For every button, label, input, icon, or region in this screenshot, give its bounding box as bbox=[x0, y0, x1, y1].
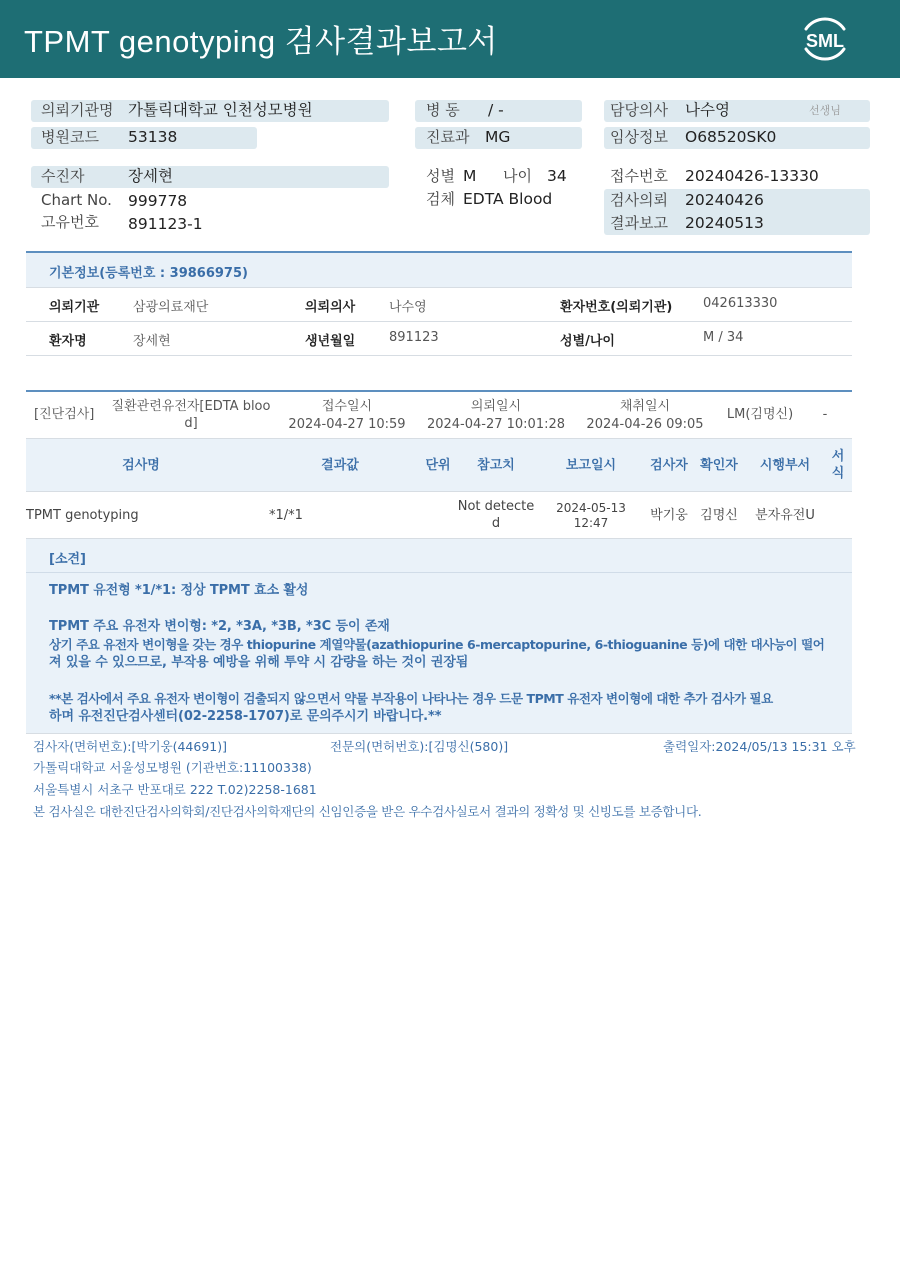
col-report-date: 보고일시 bbox=[565, 458, 617, 473]
dept-value: MG bbox=[485, 128, 511, 146]
hospital-code-value: 53138 bbox=[128, 128, 178, 146]
chart-label: Chart No. bbox=[41, 191, 112, 209]
sml-logo-icon bbox=[796, 12, 854, 66]
result-ref-line1: Not detecte bbox=[457, 499, 535, 514]
received-value: 2024-04-27 10:59 bbox=[288, 417, 406, 432]
basic-info-top-rule bbox=[26, 251, 852, 253]
finding-line-4: 져 있을 수 있으므로, 부작용 예방을 위해 투약 시 감량을 하는 것이 권장됨 bbox=[49, 655, 469, 670]
patient-value: 장세현 bbox=[128, 167, 173, 185]
doctor-suffix: 선생님 bbox=[809, 104, 841, 117]
result-dept: 분자유전U bbox=[755, 508, 815, 523]
uid-label: 고유번호 bbox=[41, 213, 99, 231]
basic-institution-value: 삼광의료재단 bbox=[133, 300, 209, 315]
result-report-date: 2024-05-13 bbox=[556, 501, 626, 515]
diagnostic-category: [진단검사] bbox=[34, 407, 95, 422]
requested-label: 검사의뢰 bbox=[610, 191, 668, 209]
finding-line-5: **본 검사에서 주요 유전자 변이형이 검출되지 않으면서 약물 부작용이 나타나는 경우 드문 TPMT 유전자 변이형에 대한 추가 검사가 필요 bbox=[49, 691, 773, 706]
col-dept: 시행부서 bbox=[759, 458, 811, 473]
specimen-label: 검체 bbox=[426, 190, 455, 208]
lab-dash: - bbox=[822, 407, 828, 422]
footer-certification: 본 검사실은 대한진단검사의학회/진단검사의학재단의 신임인증을 받은 우수검사실로서 결과의 정확성 및 신빙도를 보증합니다. bbox=[33, 804, 702, 819]
clinical-value: O68520SK0 bbox=[685, 128, 777, 146]
finding-line-2: TPMT 주요 유전자 변이형: *2, *3A, *3B, *3C 등이 존재 bbox=[49, 619, 390, 634]
hospital-code-label: 병원코드 bbox=[41, 128, 99, 146]
col-confirmer: 확인자 bbox=[700, 458, 738, 473]
patient-label: 수진자 bbox=[41, 167, 85, 185]
footer-address: 서울특별시 서초구 반포대로 222 T.02)2258-1681 bbox=[33, 782, 317, 797]
basic-sex-age-value: M / 34 bbox=[703, 330, 744, 345]
sex-value: M bbox=[463, 167, 477, 185]
age-value: 34 bbox=[547, 167, 567, 185]
diagnostic-top-rule bbox=[26, 390, 852, 392]
finding-line-3: 상기 주요 유전자 변이형을 갖는 경우 thiopurine 계열약물(azathiopurine 6-mercaptopurine, 6-thioguanine 등)에 대한 대사능이 떨어 bbox=[49, 637, 825, 652]
reported-value: 20240513 bbox=[685, 214, 764, 232]
result-report-time: 12:47 bbox=[573, 516, 609, 530]
divider bbox=[26, 438, 852, 439]
pill-patient bbox=[31, 166, 389, 188]
requested-dx-label: 의뢰일시 bbox=[470, 399, 522, 414]
report-header bbox=[0, 0, 900, 78]
ward-label: 병 동 bbox=[426, 101, 460, 119]
footer-printed: 출력일자:2024/05/13 15:31 오후 bbox=[663, 739, 856, 754]
received-label: 접수일시 bbox=[321, 399, 373, 414]
divider bbox=[26, 491, 852, 492]
dept-label: 진료과 bbox=[426, 128, 470, 146]
divider bbox=[26, 572, 852, 573]
result-ref-line2: d bbox=[491, 516, 501, 531]
basic-doctor-value: 나수영 bbox=[389, 300, 427, 315]
report-title: TPMT genotyping 검사결과보고서 bbox=[24, 24, 498, 59]
specimen-value: EDTA Blood bbox=[463, 190, 553, 208]
diagnostic-test-group-line2: d] bbox=[184, 416, 198, 431]
finding-line-1: TPMT 유전형 *1/*1: 정상 TPMT 효소 활성 bbox=[49, 583, 309, 598]
logo-text: SML bbox=[806, 31, 844, 51]
result-value: *1/*1 bbox=[269, 508, 303, 523]
col-format-1: 서 bbox=[831, 449, 845, 464]
doctor-label: 담당의사 bbox=[610, 101, 668, 119]
lab-name: LM(김명신) bbox=[726, 407, 794, 422]
col-result: 결과값 bbox=[321, 458, 359, 473]
basic-info-title: 기본정보(등록번호 : 39866975) bbox=[49, 266, 248, 281]
req-institution-label: 의뢰기관명 bbox=[41, 101, 114, 119]
basic-patient-no-value: 042613330 bbox=[703, 296, 778, 311]
sex-label: 성별 bbox=[426, 167, 455, 185]
receipt-no-value: 20240426-13330 bbox=[685, 167, 819, 185]
basic-name-label: 환자명 bbox=[49, 334, 87, 349]
basic-birth-label: 생년월일 bbox=[305, 334, 356, 349]
reported-label: 결과보고 bbox=[610, 214, 668, 232]
ward-value: / - bbox=[488, 101, 504, 119]
basic-birth-value: 891123 bbox=[389, 330, 439, 345]
chart-value: 999778 bbox=[128, 192, 188, 210]
basic-doctor-label: 의뢰의사 bbox=[305, 300, 356, 315]
collected-value: 2024-04-26 09:05 bbox=[586, 417, 704, 432]
result-confirmer: 김명신 bbox=[700, 508, 738, 523]
diagnostic-test-group-line1: 질환관련유전자[EDTA bloo bbox=[111, 399, 271, 414]
divider bbox=[26, 355, 852, 356]
footer-lab-name: 가톨릭대학교 서울성모병원 (기관번호:11100338) bbox=[33, 760, 312, 775]
result-tester: 박기웅 bbox=[650, 508, 688, 523]
clinical-label: 임상정보 bbox=[610, 128, 668, 146]
footer-tester: 검사자(면허번호):[박기웅(44691)] bbox=[33, 739, 227, 754]
basic-name-value: 장세현 bbox=[133, 334, 171, 349]
divider bbox=[26, 733, 852, 734]
findings-title: [소견] bbox=[49, 552, 86, 567]
footer-specialist: 전문의(면허번호):[김명신(580)] bbox=[330, 739, 509, 754]
col-reference: 참고치 bbox=[477, 458, 515, 473]
result-test-name: TPMT genotyping bbox=[26, 508, 139, 523]
divider bbox=[26, 321, 852, 322]
age-label: 나이 bbox=[503, 167, 532, 185]
col-format-2: 식 bbox=[831, 466, 845, 481]
req-institution-value: 가톨릭대학교 인천성모병원 bbox=[128, 101, 313, 119]
basic-patient-no-label: 환자번호(의뢰기관) bbox=[560, 300, 673, 315]
basic-sex-age-label: 성별/나이 bbox=[560, 334, 615, 349]
requested-dx-value: 2024-04-27 10:01:28 bbox=[426, 417, 566, 432]
divider bbox=[26, 287, 852, 288]
finding-line-6: 하며 유전진단검사센터(02-2258-1707)로 문의주시기 바랍니다.** bbox=[49, 709, 442, 724]
basic-institution-label: 의뢰기관 bbox=[49, 300, 100, 315]
col-tester: 검사자 bbox=[650, 458, 688, 473]
requested-value: 20240426 bbox=[685, 191, 764, 209]
collected-label: 채취일시 bbox=[619, 399, 671, 414]
col-test-name: 검사명 bbox=[122, 458, 160, 473]
doctor-value: 나수영 bbox=[685, 101, 730, 119]
receipt-no-label: 접수번호 bbox=[610, 167, 668, 185]
col-unit: 단위 bbox=[425, 458, 451, 473]
uid-value: 891123-1 bbox=[128, 215, 203, 233]
